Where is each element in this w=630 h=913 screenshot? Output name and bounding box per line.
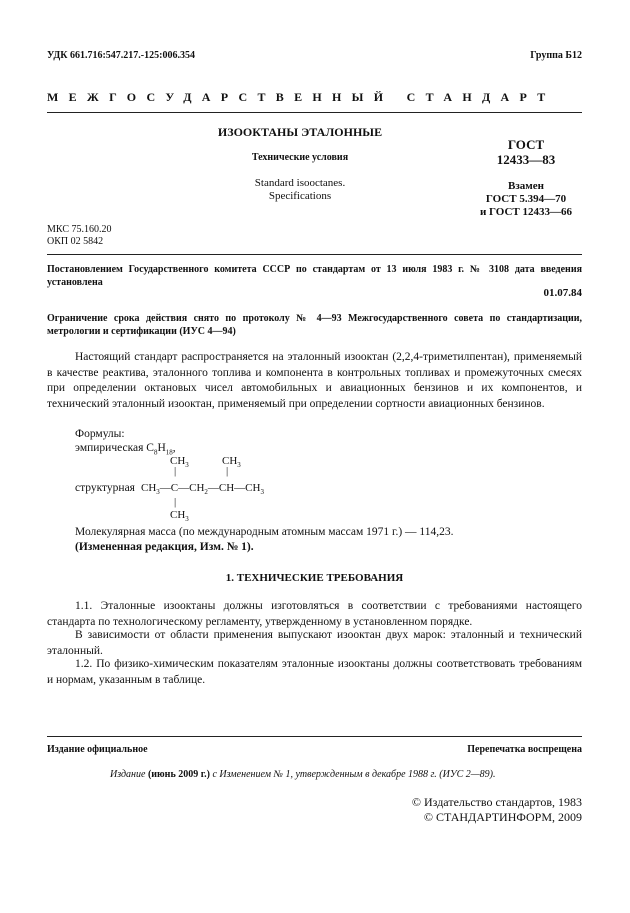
reprint-notice: Перепечатка воспрещена xyxy=(467,744,582,755)
main-chain: $CH_3—C—CH_2—CH—CH_3$ xyxy=(141,482,264,497)
edition-note-prefix: Издание xyxy=(110,769,146,780)
bond-top-2: | xyxy=(226,465,229,477)
footer-divider xyxy=(47,736,582,737)
formulas-label: Формулы: xyxy=(75,428,125,440)
molar-mass: Молекулярная масса (по международным атомным массам 1971 г.) — 114,23. xyxy=(75,526,454,538)
empirical-label: эмпирическая xyxy=(75,442,144,454)
formula-h-subscript: 18 xyxy=(165,448,173,457)
replaces-standard-2: и ГОСТ 12433—66 xyxy=(479,206,573,218)
section-paragraph-1: 1.1. Эталонные изооктаны должны изготовляться в соответствии с требованиями настоящего стандарта по технологическому регламенту, утвержденному в установленном порядке. xyxy=(47,600,582,628)
methyl-top-1: $CH_3$ xyxy=(170,455,189,470)
edition-note-suffix: с Изменением № 1, утвержденным в декабре 1988 г. (ИУС 2—89). xyxy=(212,769,496,780)
mks-code: МКС 75.160.20 xyxy=(47,224,112,235)
decree-text: Постановлением Государственного комитета СССР по стандартам от 13 июля 1983 г. № 3108 дата введения установлена xyxy=(47,264,582,288)
formula-c: C xyxy=(146,442,154,454)
methyl-bottom: $CH_3$ xyxy=(170,509,189,524)
header-divider xyxy=(47,112,582,113)
classification-codes xyxy=(47,224,111,248)
structural-formula xyxy=(75,455,295,525)
intro-paragraph: Настоящий стандарт распространяется на эталонный изооктан (2,2,4-триметилпентан), применяемый в качестве реактива, эталонного топлива и компонента в контрольных топливах и промежуточных смесях при определении октановых чисел автомобильных и авиационных бензинов и их компонентов, и технический эталонный изооктан, применяемый при определении сортности авиационных бензинов. xyxy=(47,351,582,410)
udk-code: УДК 661.716:547.217.-125:006.354 xyxy=(47,50,195,61)
replaces-standard-1: ГОСТ 5.394—70 xyxy=(485,193,567,205)
section-paragraph-3: 1.2. По физико-химическим показателям эталонные изооктаны должны соответствовать требованиям и нормам, указанным в таблице. xyxy=(47,658,582,686)
decree-date: 01.07.84 xyxy=(543,287,582,299)
standard-banner: МЕЖГОСУДАРСТВЕННЫЙ СТАНДАРТ xyxy=(47,90,556,104)
document-title: ИЗООКТАНЫ ЭТАЛОННЫЕ xyxy=(217,125,383,139)
bond-top-1: | xyxy=(174,465,177,477)
title-block xyxy=(150,125,450,203)
official-edition: Издание официальное xyxy=(47,744,148,755)
edition-note xyxy=(110,769,495,780)
codes-divider xyxy=(47,254,582,255)
english-title-line-1: Standard isooctanes. xyxy=(254,177,346,189)
replaces-label: Взамен xyxy=(508,180,544,192)
section-paragraph-2: В зависимости от области применения выпускают изооктан двух марок: эталонный и технический эталонный. xyxy=(47,629,582,657)
gost-label: ГОСТ xyxy=(507,137,545,152)
bond-bottom: | xyxy=(174,496,177,508)
copyright-1: © Издательство стандартов, 1983 xyxy=(411,795,582,809)
english-title-line-2: Specifications xyxy=(268,190,332,202)
okp-code: ОКП 02 5842 xyxy=(47,236,104,247)
group-code: Группа Б12 xyxy=(530,50,582,61)
formula-c-subscript: 8 xyxy=(153,448,158,457)
structural-label: структурная xyxy=(75,482,135,494)
gost-number: 12433—83 xyxy=(496,152,556,167)
section-heading: 1. ТЕХНИЧЕСКИЕ ТРЕБОВАНИЯ xyxy=(225,572,404,584)
formula-comma: , xyxy=(172,442,176,454)
copyright-2: © СТАНДАРТИНФОРМ, 2009 xyxy=(423,810,582,824)
edition-note-date: (июнь 2009 г.) xyxy=(147,769,210,780)
methyl-top-2: $CH_3$ xyxy=(222,455,241,470)
document-subtitle: Технические условия xyxy=(251,152,349,163)
restriction-text: Ограничение срока действия снято по протоколу № 4—93 Межгосударственного совета по стандартизации, метрологии и сертификации (ИУС 4—94) xyxy=(47,313,582,337)
amendment-note: (Измененная редакция, Изм. № 1). xyxy=(75,541,254,553)
gost-block xyxy=(470,137,582,219)
copyright-block xyxy=(412,795,582,825)
formula-h: H xyxy=(157,442,166,454)
